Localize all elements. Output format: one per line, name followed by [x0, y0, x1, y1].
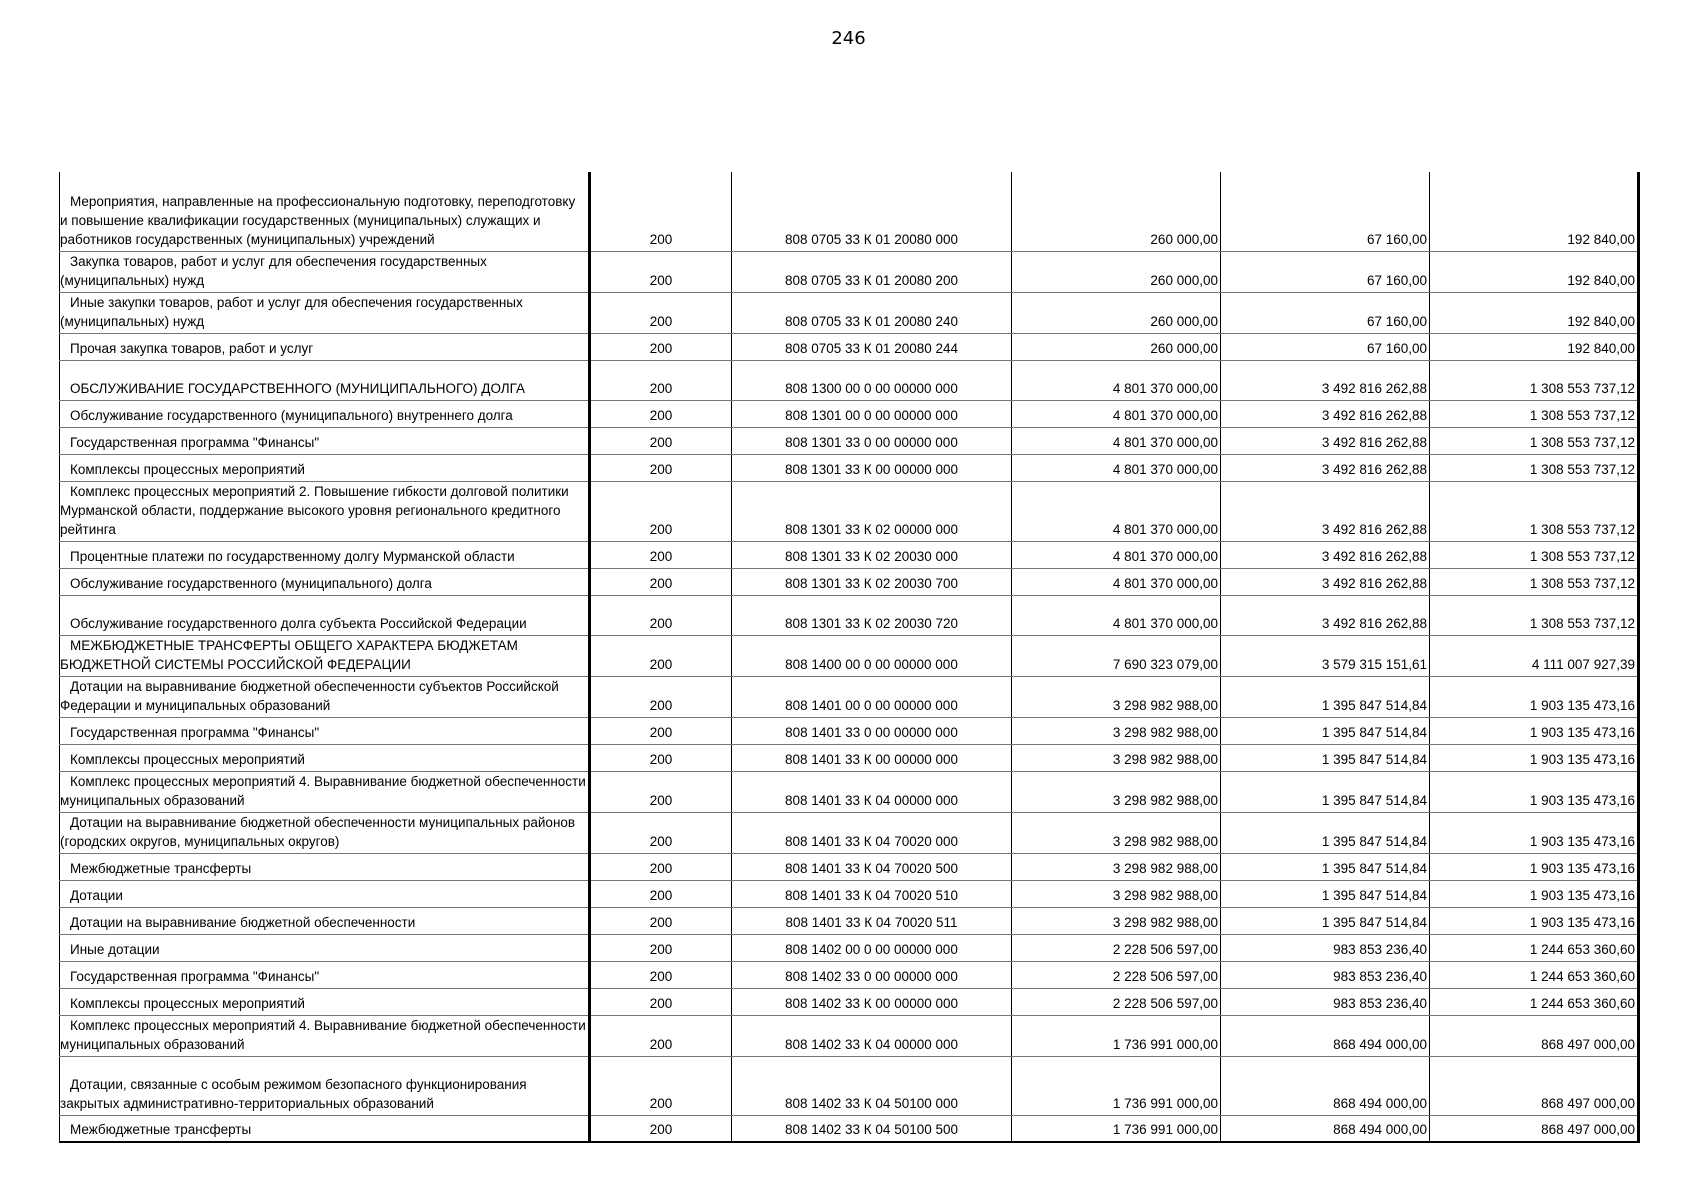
unexecuted-amount: 1 308 553 737,12: [1430, 595, 1639, 635]
unexecuted-amount: 1 244 653 360,60: [1430, 961, 1639, 988]
line-code: 200: [590, 934, 732, 961]
budget-classification-code: 808 1301 00 0 00 00000 000: [732, 400, 1012, 427]
executed-amount: 1 395 847 514,84: [1221, 812, 1430, 853]
unexecuted-amount: 868 497 000,00: [1430, 1056, 1639, 1115]
budget-classification-code: 808 1301 33 0 00 00000 000: [732, 427, 1012, 454]
table-row: [60, 744, 1639, 771]
line-code: 200: [590, 988, 732, 1015]
executed-amount: 868 494 000,00: [1221, 1056, 1430, 1115]
line-code: 200: [590, 771, 732, 812]
table-row: [60, 812, 1639, 853]
expenditure-name: Дотации на выравнивание бюджетной обеспеченности субъектов Российской Федерации и муниципальных образований: [60, 676, 590, 717]
budget-classification-code: 808 0705 33 К 01 20080 200: [732, 251, 1012, 292]
approved-amount: 3 298 982 988,00: [1012, 744, 1221, 771]
budget-classification-code: 808 1402 33 К 04 50100 500: [732, 1115, 1012, 1142]
approved-amount: 260 000,00: [1012, 292, 1221, 333]
executed-amount: 3 492 816 262,88: [1221, 568, 1430, 595]
expenditure-name: Комплексы процессных мероприятий: [60, 454, 590, 481]
table-row: [60, 853, 1639, 880]
budget-classification-code: 808 1301 33 К 02 20030 720: [732, 595, 1012, 635]
approved-amount: 260 000,00: [1012, 172, 1221, 251]
table-row: [60, 1056, 1639, 1115]
table-row: [60, 961, 1639, 988]
unexecuted-amount: 1 903 135 473,16: [1430, 880, 1639, 907]
expenditure-name: МЕЖБЮДЖЕТНЫЕ ТРАНСФЕРТЫ ОБЩЕГО ХАРАКТЕРА БЮДЖЕТАМ БЮДЖЕТНОЙ СИСТЕМЫ РОССИЙСКОЙ ФЕДЕРАЦИИ: [60, 635, 590, 676]
expenditure-name: Обслуживание государственного (муниципального) долга: [60, 568, 590, 595]
unexecuted-amount: 1 903 135 473,16: [1430, 907, 1639, 934]
executed-amount: 983 853 236,40: [1221, 961, 1430, 988]
approved-amount: 3 298 982 988,00: [1012, 717, 1221, 744]
budget-classification-code: 808 1300 00 0 00 00000 000: [732, 360, 1012, 400]
table-row: [60, 454, 1639, 481]
expenditure-name: Комплекс процессных мероприятий 4. Выравнивание бюджетной обеспеченности муниципальных образований: [60, 771, 590, 812]
line-code: 200: [590, 360, 732, 400]
executed-amount: 1 395 847 514,84: [1221, 771, 1430, 812]
line-code: 200: [590, 333, 732, 360]
unexecuted-amount: 1 308 553 737,12: [1430, 400, 1639, 427]
line-code: 200: [590, 635, 732, 676]
line-code: 200: [590, 1115, 732, 1142]
unexecuted-amount: 1 903 135 473,16: [1430, 676, 1639, 717]
executed-amount: 67 160,00: [1221, 292, 1430, 333]
expenditure-name: Межбюджетные трансферты: [60, 853, 590, 880]
table-body: [60, 172, 1639, 1142]
expenditure-name: Комплексы процессных мероприятий: [60, 744, 590, 771]
table-row: [60, 481, 1639, 541]
unexecuted-amount: 192 840,00: [1430, 251, 1639, 292]
executed-amount: 3 492 816 262,88: [1221, 360, 1430, 400]
executed-amount: 1 395 847 514,84: [1221, 676, 1430, 717]
unexecuted-amount: 192 840,00: [1430, 292, 1639, 333]
approved-amount: 4 801 370 000,00: [1012, 481, 1221, 541]
line-code: 200: [590, 812, 732, 853]
table-row: [60, 400, 1639, 427]
line-code: 200: [590, 907, 732, 934]
unexecuted-amount: 1 244 653 360,60: [1430, 934, 1639, 961]
executed-amount: 3 492 816 262,88: [1221, 541, 1430, 568]
expenditure-name: Дотации на выравнивание бюджетной обеспеченности муниципальных районов (городских округов, муниципальных округов): [60, 812, 590, 853]
approved-amount: 3 298 982 988,00: [1012, 676, 1221, 717]
line-code: 200: [590, 400, 732, 427]
approved-amount: 2 228 506 597,00: [1012, 988, 1221, 1015]
table-row: [60, 717, 1639, 744]
budget-classification-code: 808 1301 33 К 02 20030 000: [732, 541, 1012, 568]
budget-classification-code: 808 1401 33 К 04 70020 511: [732, 907, 1012, 934]
line-code: 200: [590, 251, 732, 292]
unexecuted-amount: 1 308 553 737,12: [1430, 568, 1639, 595]
expenditure-name: Закупка товаров, работ и услуг для обеспечения государственных (муниципальных) нужд: [60, 251, 590, 292]
approved-amount: 2 228 506 597,00: [1012, 961, 1221, 988]
line-code: 200: [590, 717, 732, 744]
budget-classification-code: 808 1401 33 0 00 00000 000: [732, 717, 1012, 744]
line-code: 200: [590, 744, 732, 771]
unexecuted-amount: 1 308 553 737,12: [1430, 541, 1639, 568]
table-row: [60, 360, 1639, 400]
line-code: 200: [590, 172, 732, 251]
unexecuted-amount: 1 308 553 737,12: [1430, 427, 1639, 454]
budget-execution-table: [59, 172, 1640, 1143]
approved-amount: 4 801 370 000,00: [1012, 454, 1221, 481]
unexecuted-amount: 1 903 135 473,16: [1430, 744, 1639, 771]
executed-amount: 3 579 315 151,61: [1221, 635, 1430, 676]
unexecuted-amount: 1 308 553 737,12: [1430, 454, 1639, 481]
unexecuted-amount: 1 903 135 473,16: [1430, 853, 1639, 880]
executed-amount: 983 853 236,40: [1221, 988, 1430, 1015]
expenditure-name: Обслуживание государственного (муниципального) внутреннего долга: [60, 400, 590, 427]
approved-amount: 4 801 370 000,00: [1012, 568, 1221, 595]
expenditure-name: Процентные платежи по государственному долгу Мурманской области: [60, 541, 590, 568]
unexecuted-amount: 868 497 000,00: [1430, 1115, 1639, 1142]
expenditure-name: Государственная программа "Финансы": [60, 717, 590, 744]
table-row: [60, 771, 1639, 812]
unexecuted-amount: 192 840,00: [1430, 172, 1639, 251]
executed-amount: 3 492 816 262,88: [1221, 400, 1430, 427]
executed-amount: 1 395 847 514,84: [1221, 880, 1430, 907]
approved-amount: 3 298 982 988,00: [1012, 880, 1221, 907]
executed-amount: 1 395 847 514,84: [1221, 744, 1430, 771]
budget-classification-code: 808 1401 33 К 04 70020 510: [732, 880, 1012, 907]
budget-classification-code: 808 1402 33 К 00 00000 000: [732, 988, 1012, 1015]
budget-classification-code: 808 1402 33 К 04 00000 000: [732, 1015, 1012, 1056]
executed-amount: 868 494 000,00: [1221, 1115, 1430, 1142]
budget-classification-code: 808 1402 00 0 00 00000 000: [732, 934, 1012, 961]
table-row: [60, 333, 1639, 360]
table-row: [60, 568, 1639, 595]
approved-amount: 1 736 991 000,00: [1012, 1015, 1221, 1056]
budget-classification-code: 808 1402 33 0 00 00000 000: [732, 961, 1012, 988]
line-code: 200: [590, 1056, 732, 1115]
executed-amount: 67 160,00: [1221, 333, 1430, 360]
executed-amount: 67 160,00: [1221, 251, 1430, 292]
approved-amount: 1 736 991 000,00: [1012, 1056, 1221, 1115]
budget-classification-code: 808 1402 33 К 04 50100 000: [732, 1056, 1012, 1115]
unexecuted-amount: 4 111 007 927,39: [1430, 635, 1639, 676]
unexecuted-amount: 1 903 135 473,16: [1430, 717, 1639, 744]
executed-amount: 3 492 816 262,88: [1221, 427, 1430, 454]
table-row: [60, 635, 1639, 676]
approved-amount: 4 801 370 000,00: [1012, 595, 1221, 635]
line-code: 200: [590, 853, 732, 880]
line-code: 200: [590, 541, 732, 568]
table-row: [60, 292, 1639, 333]
executed-amount: 1 395 847 514,84: [1221, 717, 1430, 744]
table-row: [60, 1015, 1639, 1056]
budget-classification-code: 808 1301 33 К 02 20030 700: [732, 568, 1012, 595]
budget-classification-code: 808 0705 33 К 01 20080 000: [732, 172, 1012, 251]
expenditure-name: Государственная программа "Финансы": [60, 427, 590, 454]
line-code: 200: [590, 481, 732, 541]
executed-amount: 3 492 816 262,88: [1221, 595, 1430, 635]
approved-amount: 260 000,00: [1012, 251, 1221, 292]
expenditure-name: Дотации на выравнивание бюджетной обеспеченности: [60, 907, 590, 934]
budget-classification-code: 808 1400 00 0 00 00000 000: [732, 635, 1012, 676]
expenditure-name: Дотации: [60, 880, 590, 907]
executed-amount: 868 494 000,00: [1221, 1015, 1430, 1056]
executed-amount: 1 395 847 514,84: [1221, 853, 1430, 880]
approved-amount: 3 298 982 988,00: [1012, 907, 1221, 934]
table-row: [60, 541, 1639, 568]
expenditure-name: Иные дотации: [60, 934, 590, 961]
table-row: [60, 1115, 1639, 1142]
approved-amount: 4 801 370 000,00: [1012, 360, 1221, 400]
executed-amount: 3 492 816 262,88: [1221, 454, 1430, 481]
budget-classification-code: 808 1301 33 К 02 00000 000: [732, 481, 1012, 541]
line-code: 200: [590, 961, 732, 988]
approved-amount: 3 298 982 988,00: [1012, 853, 1221, 880]
budget-classification-code: 808 0705 33 К 01 20080 244: [732, 333, 1012, 360]
table-row: [60, 595, 1639, 635]
unexecuted-amount: 1 903 135 473,16: [1430, 812, 1639, 853]
line-code: 200: [590, 880, 732, 907]
table-row: [60, 172, 1639, 251]
table-row: [60, 988, 1639, 1015]
table-row: [60, 676, 1639, 717]
executed-amount: 67 160,00: [1221, 172, 1430, 251]
budget-classification-code: 808 1401 00 0 00 00000 000: [732, 676, 1012, 717]
approved-amount: 3 298 982 988,00: [1012, 812, 1221, 853]
table-row: [60, 934, 1639, 961]
expenditure-name: Обслуживание государственного долга субъекта Российской Федерации: [60, 595, 590, 635]
line-code: 200: [590, 454, 732, 481]
expenditure-name: Мероприятия, направленные на профессиональную подготовку, переподготовку и повышение квалификации государственных (муниципальных) служащих и работников государственных (муниципальных) учреждений: [60, 172, 590, 251]
approved-amount: 7 690 323 079,00: [1012, 635, 1221, 676]
expenditure-name: ОБСЛУЖИВАНИЕ ГОСУДАРСТВЕННОГО (МУНИЦИПАЛЬНОГО) ДОЛГА: [60, 360, 590, 400]
expenditure-name: Комплекс процессных мероприятий 4. Выравнивание бюджетной обеспеченности муниципальных образований: [60, 1015, 590, 1056]
expenditure-name: Дотации, связанные с особым режимом безопасного функционирования закрытых административно-территориальных образований: [60, 1056, 590, 1115]
table-row: [60, 880, 1639, 907]
approved-amount: 4 801 370 000,00: [1012, 427, 1221, 454]
expenditure-name: Комплексы процессных мероприятий: [60, 988, 590, 1015]
approved-amount: 4 801 370 000,00: [1012, 541, 1221, 568]
expenditure-name: Иные закупки товаров, работ и услуг для обеспечения государственных (муниципальных) нужд: [60, 292, 590, 333]
unexecuted-amount: 1 308 553 737,12: [1430, 481, 1639, 541]
line-code: 200: [590, 1015, 732, 1056]
executed-amount: 1 395 847 514,84: [1221, 907, 1430, 934]
page-number: 246: [831, 28, 866, 49]
executed-amount: 983 853 236,40: [1221, 934, 1430, 961]
approved-amount: 260 000,00: [1012, 333, 1221, 360]
expenditure-name: Комплекс процессных мероприятий 2. Повышение гибкости долговой политики Мурманской области, поддержание высокого уровня регионального кредитного рейтинга: [60, 481, 590, 541]
budget-classification-code: 808 1401 33 К 04 70020 000: [732, 812, 1012, 853]
approved-amount: 1 736 991 000,00: [1012, 1115, 1221, 1142]
unexecuted-amount: 868 497 000,00: [1430, 1015, 1639, 1056]
budget-classification-code: 808 1401 33 К 04 70020 500: [732, 853, 1012, 880]
expenditure-name: Государственная программа "Финансы": [60, 961, 590, 988]
expenditure-name: Межбюджетные трансферты: [60, 1115, 590, 1142]
approved-amount: 2 228 506 597,00: [1012, 934, 1221, 961]
unexecuted-amount: 1 244 653 360,60: [1430, 988, 1639, 1015]
line-code: 200: [590, 595, 732, 635]
executed-amount: 3 492 816 262,88: [1221, 481, 1430, 541]
expenditure-name: Прочая закупка товаров, работ и услуг: [60, 333, 590, 360]
budget-classification-code: 808 1401 33 К 04 00000 000: [732, 771, 1012, 812]
line-code: 200: [590, 676, 732, 717]
approved-amount: 3 298 982 988,00: [1012, 771, 1221, 812]
budget-classification-code: 808 1301 33 К 00 00000 000: [732, 454, 1012, 481]
unexecuted-amount: 1 903 135 473,16: [1430, 771, 1639, 812]
table-row: [60, 251, 1639, 292]
line-code: 200: [590, 292, 732, 333]
line-code: 200: [590, 568, 732, 595]
budget-classification-code: 808 0705 33 К 01 20080 240: [732, 292, 1012, 333]
unexecuted-amount: 1 308 553 737,12: [1430, 360, 1639, 400]
approved-amount: 4 801 370 000,00: [1012, 400, 1221, 427]
unexecuted-amount: 192 840,00: [1430, 333, 1639, 360]
table-row: [60, 427, 1639, 454]
budget-classification-code: 808 1401 33 К 00 00000 000: [732, 744, 1012, 771]
table-row: [60, 907, 1639, 934]
line-code: 200: [590, 427, 732, 454]
